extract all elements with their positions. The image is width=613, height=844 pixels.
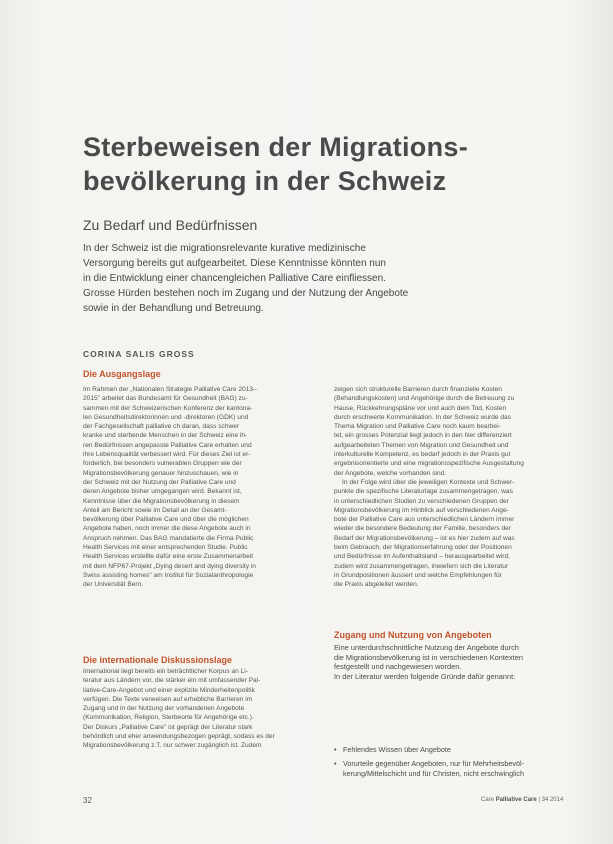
column-2-body: [334, 385, 570, 590]
body-line: International liegt bereits ein beträchtlicher Korpus an Li-: [83, 668, 248, 675]
body-line: bevölkerung über Palliative Care und über die möglichen: [83, 516, 249, 524]
list-item-text-line: Vorurteile gegenüber Angeboten, nur für Mehrheitsbevöl-: [343, 758, 525, 768]
body-line: die Praxis abgeleitet werden.: [334, 581, 419, 589]
body-line: Thema Migration und Palliative Care noch kaum bearbei-: [334, 423, 501, 431]
body-line: beim Gebrauch, der Migrationserfahrung oder der Positionen: [334, 544, 512, 552]
page-number: 32: [83, 796, 92, 805]
body-line: Der Diskurs „Palliative Care" ist geprägt der Literatur stark: [83, 723, 253, 731]
body-line: in Grundpositionen äussert und welche Empfehlungen für: [334, 571, 502, 579]
section-heading-ausgangslage: Die Ausgangslage: [83, 369, 161, 379]
body-line: Health Services erstellte dafür eine erste Zusammenarbeit: [83, 553, 254, 561]
body-line: deren Angebote bisher umgegangen wird. Bekannt ist,: [83, 488, 242, 496]
body-line: 2015" arbeitet das Bundesamt für Gesundheit (BAG) zu-: [83, 395, 248, 403]
body-line: durch erschwerte Kommunikation. In der Schweiz wurde das: [334, 413, 512, 421]
body-line: Anspruch nehmen. Das BAG mandatierte die Firma Public: [83, 534, 254, 542]
article-title: [83, 130, 543, 198]
issue-number: | 34 2014: [538, 797, 564, 803]
body-line: der Angebote, welche vorhanden sind.: [334, 469, 447, 477]
body-line: forderlich, bei besonders vulnerablen Gruppen wie der: [83, 460, 242, 468]
lead-line: Grosse Hürden bestehen noch im Zugang und der Nutzung der Angebote: [83, 288, 409, 299]
body-line: Im Rahmen der „Nationalen Strategie Palliative Care 2013–: [83, 386, 257, 393]
body-line: festgestellt und nachgewiesen worden.: [334, 662, 462, 672]
body-line: der Universität Bern.: [83, 581, 144, 589]
list-item-text: Fehlendes Wissen über Angebote: [343, 745, 451, 754]
body-line: punkte die spezifische Literaturlage zusammengetragen, was: [334, 488, 513, 496]
section-heading-diskussionslage: Die internationale Diskussionslage: [83, 655, 233, 665]
list-item: [334, 759, 570, 779]
body-line: verfügen. Die Texte verweisen auf erhebliche Barrieren im: [83, 695, 253, 703]
body-line: (Behandlungskosten) und Angehörige durch die Betreuung zu: [334, 395, 515, 403]
magazine-footer: [481, 797, 563, 803]
body-line: Angebote haben, noch immer die diese Angebote auch in: [83, 525, 251, 533]
list-item-text: [343, 759, 524, 779]
column-2-body-lower: [334, 643, 570, 681]
article-title-line-1: Sterbeweisen der Migrations-: [83, 132, 468, 162]
section-heading-zugang: Zugang und Nutzung von Angeboten: [334, 630, 492, 640]
body-line: (Kommunikation, Religion, Sterbeorte für Angehörige etc.).: [83, 714, 254, 722]
list-item: [334, 745, 570, 755]
body-line: kranke und sterbende Menschen in der Schweiz eine ih-: [83, 432, 248, 440]
body-line: zudem wird zusammengetragen, inwiefern sich die Literatur: [334, 562, 509, 570]
body-line: Hause, Rückkehrungspläne vor und auch dem Tod, Kosten: [334, 404, 507, 412]
body-line: der Schweiz mit der Nutzung der Palliative Care und: [83, 478, 236, 486]
body-line: ihre Lebensqualität verbessert wird. Für dieses Ziel ist er-: [83, 451, 251, 459]
body-line: tet, ein grosses Potenzial liegt jedoch in den hier differenziert: [334, 432, 512, 440]
bullet-icon: •: [334, 745, 337, 754]
body-line: mit dem NFP67-Projekt „Dying desert and dying diversity in: [83, 562, 256, 570]
bullet-list: [334, 745, 570, 778]
magazine-prefix: Care: [481, 797, 495, 803]
author-name: CORINA SALIS GROSS: [83, 349, 195, 359]
article-title-line-2: bevölkerung in der Schweiz: [83, 166, 447, 196]
body-line: aufgearbeiteten Themen von Migration und Gesundheit und: [334, 441, 509, 449]
body-line: in unterschiedlichen Studien zu verschiedenen Gruppen der: [334, 497, 509, 505]
list-item-text-line: kerung/Mittelschicht und für Christen, nicht erschwinglich: [343, 768, 524, 778]
column-1-body-lower: [83, 667, 321, 751]
body-line: wieder die besondere Bedeutung der Familie, besonders der: [334, 525, 512, 533]
article-subtitle: Zu Bedarf und Bedürfnissen: [83, 217, 258, 233]
lead-line: sowie in der Behandlung und Betreuung.: [83, 303, 264, 314]
body-line: bote der Palliative Care aus unterschiedlichen Ländern immer: [334, 516, 515, 524]
lead-line: In der Schweiz ist die migrationsrelevante kurative medizinische: [83, 243, 366, 254]
body-line: ergebnisorientierte und eine migrationsspezifische Ausgestaltung: [334, 460, 524, 468]
body-line: Bedarf der Migrationsbevölkerung – ist es hier zudem auf was: [334, 534, 515, 542]
body-line: Anteil am Bericht sowie im Detail an der Gesamt-: [83, 506, 227, 514]
column-1-body: [83, 385, 321, 590]
lead-line: in die Entwicklung einer chancengleichen Palliative Care einfliessen.: [83, 273, 386, 284]
body-line: Migrationsbevölkerung z.T. nur schwer zugänglich ist. Zudem: [83, 742, 262, 750]
body-line: Health Services mit einer entsprechenden Studie. Public: [83, 544, 248, 552]
body-line: Kenntnisse über die Migrationsbevölkerung in diesem: [83, 497, 240, 505]
body-line: Zugang und in der Nutzung der vorhandenen Angebote: [83, 705, 245, 713]
lead-paragraph: [83, 241, 523, 316]
body-line: len Gesundheitsdirektorinnen und -direktoren (GDK) und: [83, 413, 249, 421]
body-line: Migrationsbevölkerung genauer hinzuschauen, wie in: [83, 469, 239, 477]
body-line: interkulturelle Kompetenz, es bedarf jedoch in der Praxis gut: [334, 451, 511, 459]
body-line: die Migrationsbevölkerung ist in verschiedenen Kontexten: [334, 652, 523, 662]
body-line: Eine unterdurchschnittliche Nutzung der Angebote durch: [334, 643, 519, 652]
body-line: liative-Care-Angebot und einer explizite Minderheitenpolitik: [83, 686, 255, 694]
body-line: In der Literatur werden folgende Gründe dafür genannt:: [334, 671, 516, 681]
body-line: der Fachgesellschaft palliative ch daran, dass schwer: [83, 423, 240, 431]
lead-line: Versorgung bereits gut aufgearbeitet. Diese Kenntnisse könnten nun: [83, 258, 386, 269]
body-line: ren Bedürfnissen angepasste Palliative Care erhalten und: [83, 441, 252, 449]
body-line: teratur aus Ländern vor, die stärker ein mit umfassender Pal-: [83, 677, 261, 685]
bullet-icon: •: [334, 758, 337, 768]
body-line: zeigen sich strukturelle Barrieren durch finanzielle Kosten: [334, 386, 502, 393]
body-line: sammen mit der Schweizerischen Konferenz der kantona-: [83, 404, 253, 412]
body-line: Migrationsbevölkerung im Hinblick auf verschiedenen Ange-: [334, 506, 509, 514]
body-line: und Bedürfnisse im Aufenthaltsland – herausgearbeitet wird,: [334, 553, 510, 561]
magazine-name: Palliative Care: [495, 797, 537, 803]
body-line: behördlich und eher anwendungsbezogen geprägt, sodass es der: [83, 733, 275, 741]
body-line: In der Folge wird über die jeweiligen Kontexte und Schwer-: [342, 478, 515, 486]
body-line: Swiss assisting homes" am Institut für Sozialanthropologie: [83, 571, 254, 579]
